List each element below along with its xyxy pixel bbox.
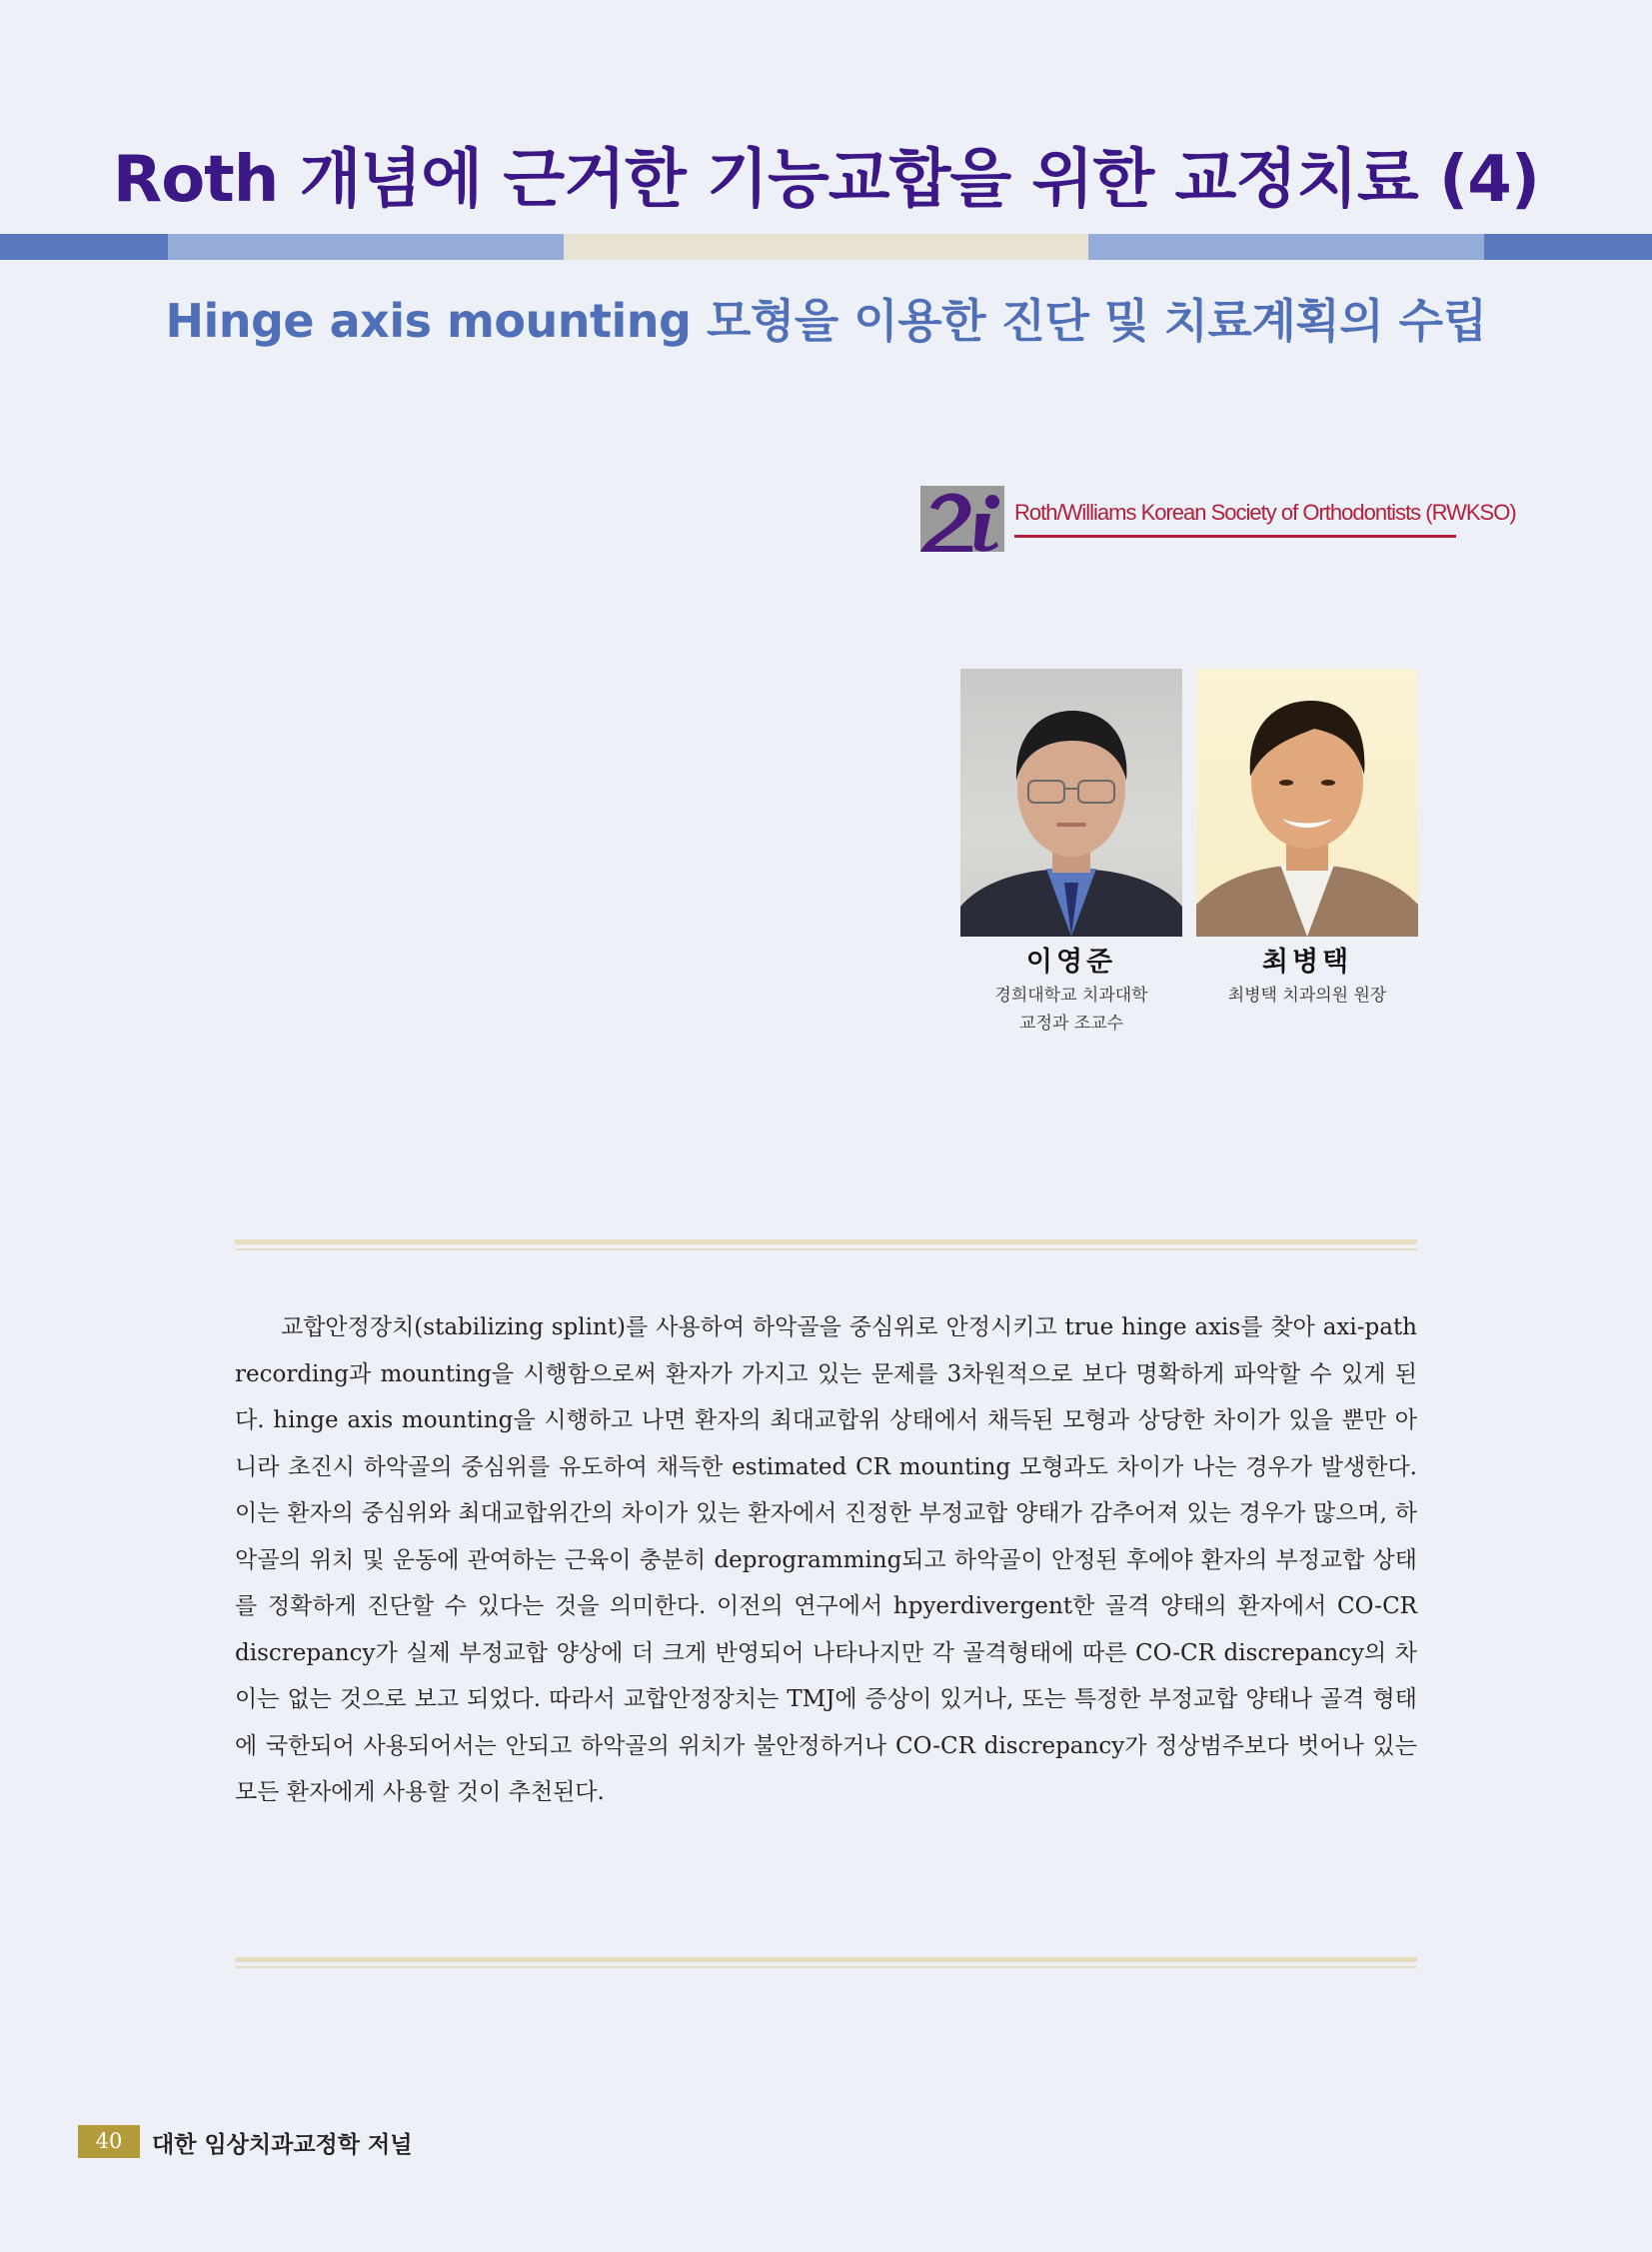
society-underline	[1014, 535, 1456, 538]
rwkso-logo-icon	[920, 486, 1004, 552]
article-title: Roth 개념에 근거한 기능교합을 위한 교정치료 (4)	[112, 143, 1540, 217]
author-affiliation-2	[1187, 982, 1427, 1010]
author-photo-lee	[960, 669, 1182, 937]
society-name: Roth/Williams Korean Society of Orthodontists (RWKSO)	[1014, 500, 1516, 525]
article-subtitle: Hinge axis mounting 모형을 이용한 진단 및 치료계획의 수립	[165, 294, 1487, 348]
author-photo-choi	[1196, 669, 1418, 937]
author-affiliation-1	[951, 982, 1191, 1038]
body-paragraph: 교합안정장치(stabilizing splint)를 사용하여 하악골을 중심위로 안정시키고 true hinge axis를 찾아 axi-path recording과 mounting을 시행함으로써 환자가 가지고 있는 문제를 3차원적으로 보다 명확하게 파악할 수 있게 된다. hinge axis mounting을 시행하고 나면 환자의 최대교합위 상태에서 채득된 모형과 상당한 차이가 있을 뿐만 아니라 초진시 하악골의 중심위를 유도하여 채득한 estimated CR mounting 모형과도 차이가 나는 경우가 발생한다. 이는 환자의 중심위와 최대교합위간의 차이가 있는 환자에서 진정한 부정교합 양태가 감추어져 있는 경우가 많으며, 하악골의 위치 및 운동에 관여하는 근육이 충분히 deprogramming되고 하악골이 안정된 후에야 환자의 부정교합 상태를 정확하게 진단할 수 있다는 것을 의미한다. 이전의 연구에서 hpyerdivergent한 골격 양태의 환자에서 CO-CR discrepancy가 실제 부정교합 양상에 더 크게 반영되어 나타나지만 각 골격형태에 따른 CO-CR discrepancy의 차이는 없는 것으로 보고 되었다. 따라서 교합안정장치는 TMJ에 증상이 있거나, 또는 특정한 부정교합 양태나 골격 형태에 국한되어 사용되어서는 안되고 하악골의 위치가 불안정하거나 CO-CR discrepancy가 정상범주보다 벗어나 있는 모든 환자에게 사용할 것이 추천된다.	[235, 1314, 1417, 1805]
author-name-1: 이영준	[1025, 947, 1117, 978]
affiliation-line: 경희대학교 치과대학	[994, 986, 1148, 1006]
author-name-2: 최병택	[1261, 947, 1353, 978]
affiliation-line: 교정과 조교수	[1019, 1014, 1123, 1034]
journal-name: 대한 임상치과교정학 저널	[152, 2132, 413, 2158]
page-number: 40	[78, 2125, 140, 2158]
affiliation-line: 최병택 치과의원 원장	[1227, 986, 1387, 1006]
